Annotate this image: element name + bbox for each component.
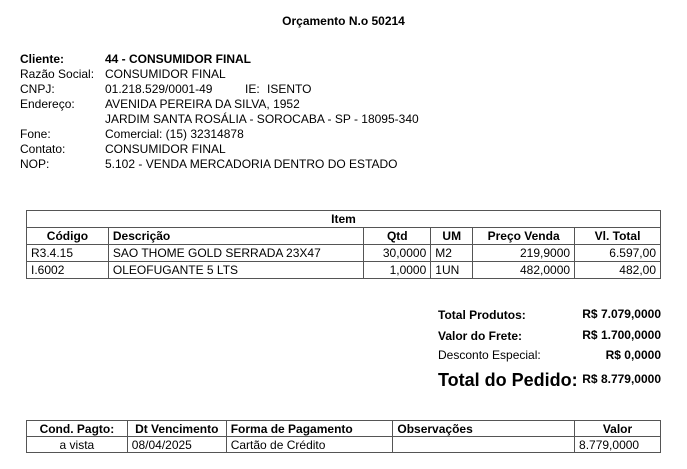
payment-header-row	[27, 421, 661, 437]
cell-forma-pagamento: Cartão de Crédito	[226, 437, 393, 453]
header-preco: Preço Venda	[473, 228, 575, 245]
items-header-row	[27, 228, 661, 245]
total-pedido-value: R$ 8.779,0000	[582, 372, 661, 386]
header-cond-pagto: Cond. Pagto:	[27, 421, 128, 437]
valor-frete-value: R$ 1.700,0000	[582, 328, 661, 342]
header-descricao: Descrição	[108, 228, 363, 245]
header-observacoes: Observações	[393, 421, 575, 437]
contato-value: CONSUMIDOR FINAL	[105, 142, 226, 156]
cliente-value: 44 - CONSUMIDOR FINAL	[105, 52, 252, 66]
cell-um: 1UN	[431, 262, 473, 279]
cell-preco: 482,0000	[473, 262, 575, 279]
cliente-label: Cliente:	[20, 52, 65, 66]
razao-value: CONSUMIDOR FINAL	[105, 67, 226, 81]
header-dt-vencimento: Dt Vencimento	[127, 421, 226, 437]
header-codigo: Código	[27, 228, 109, 245]
cell-descricao: OLEOFUGANTE 5 LTS	[108, 262, 363, 279]
ie-label: IE:	[245, 82, 260, 96]
fone-value: Comercial: (15) 32314878	[105, 127, 244, 141]
header-total: Vl. Total	[575, 228, 661, 245]
cnpj-label: CNPJ:	[20, 82, 55, 96]
cell-dt-vencimento: 08/04/2025	[127, 437, 226, 453]
cell-um: M2	[431, 245, 473, 262]
contato-label: Contato:	[20, 142, 66, 156]
cell-cond-pagto: a vista	[27, 437, 128, 453]
cell-observacoes	[393, 437, 575, 453]
cell-preco: 219,9000	[473, 245, 575, 262]
cell-qtd: 1,0000	[364, 262, 431, 279]
cell-codigo: R3.4.15	[27, 245, 109, 262]
header-forma-pagamento: Forma de Pagamento	[226, 421, 393, 437]
valor-frete-label: Valor do Frete:	[438, 329, 523, 343]
payment-table	[26, 420, 661, 453]
cell-total: 482,00	[575, 262, 661, 279]
cell-valor: 8.779,0000	[575, 437, 661, 453]
cnpj-value: 01.218.529/0001-49	[105, 82, 213, 96]
nop-value: 5.102 - VENDA MERCADORIA DENTRO DO ESTADO	[105, 157, 398, 171]
items-caption-row	[27, 211, 661, 228]
razao-label: Razão Social:	[20, 67, 95, 81]
ie-value: ISENTO	[267, 82, 312, 96]
header-um: UM	[431, 228, 473, 245]
table-row	[27, 245, 661, 262]
endereco-line2: JARDIM SANTA ROSÁLIA - SOROCABA - SP - 18095-340	[105, 112, 419, 126]
endereco-label: Endereço:	[20, 97, 75, 111]
nop-label: NOP:	[20, 157, 50, 171]
cell-qtd: 30,0000	[364, 245, 431, 262]
endereco-line1: AVENIDA PEREIRA DA SILVA, 1952	[105, 97, 300, 111]
cell-total: 6.597,00	[575, 245, 661, 262]
header-qtd: Qtd	[364, 228, 431, 245]
table-row	[27, 437, 661, 453]
fone-label: Fone:	[20, 127, 51, 141]
total-pedido-label: Total do Pedido:	[438, 370, 578, 390]
cell-codigo: I.6002	[27, 262, 109, 279]
total-produtos-label: Total Produtos:	[438, 308, 526, 322]
items-table	[26, 210, 661, 279]
desconto-label: Desconto Especial:	[438, 348, 541, 362]
items-caption: Item	[27, 211, 661, 228]
document-title: Orçamento N.o 50214	[282, 14, 405, 28]
desconto-value: R$ 0,0000	[605, 348, 661, 362]
table-row	[27, 262, 661, 279]
cell-descricao: SAO THOME GOLD SERRADA 23X47	[108, 245, 363, 262]
total-produtos-value: R$ 7.079,0000	[582, 307, 661, 321]
header-valor: Valor	[575, 421, 661, 437]
